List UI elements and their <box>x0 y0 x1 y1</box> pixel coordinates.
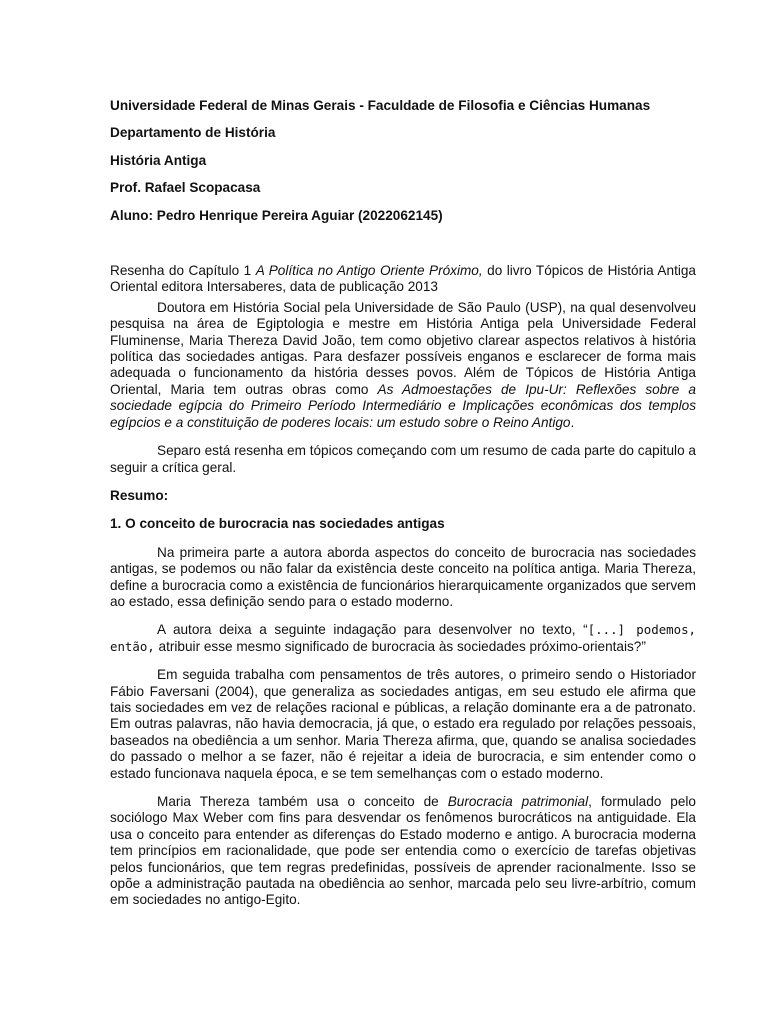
paragraph-author-text: Doutora em História Social pela Universidade de São Paulo (USP), na qual desenvolveu pesquisa na área de Egiptologia e mestre em História Antiga pela Universidade Federal Fluminense, Maria Thereza David João, tem como objetivo clarear aspectos relativos à história política das sociedades antigas. Para desfazer possíveis enganos e esclarecer de forma mais adequada o funcionamento da história desses povos. Além de Tópicos de História Antiga Oriental, Maria tem outras obras como <box>110 299 696 397</box>
question-quote: [...] podemos, então, <box>110 622 696 654</box>
paragraph-structure: Separo está resenha em tópicos começando com um resumo de cada parte do capitulo a seguir a crítica geral. <box>110 443 696 475</box>
paragraph-question <box>110 622 696 655</box>
paragraph-bureaucracy-concept: Na primeira parte a autora aborda aspectos do conceito de burocracia nas sociedades antigas, se podemos ou não falar da existência deste conceito na política antiga. Maria Thereza, define a burocracia como a existência de funcionários hierarquicamente organizados que servem ao estado, essa definição sendo para o estado moderno. <box>110 544 696 609</box>
question-pre: A autora deixa a seguinte indagação para desenvolver no texto, “ <box>157 622 588 638</box>
weber-concept: Burocracia patrimonial <box>447 794 589 809</box>
document-page <box>110 98 696 921</box>
paragraph-author-works: As Admoestações de Ipu-Ur: Reflexões sobre a sociedade egípcia do Primeiro Período Intermediário e Implicações econômicas dos templos egípcios e a constituição de poderes locais: um estudo sobre o Reino Antigo <box>110 381 696 430</box>
section-1-heading: 1. O conceito de burocracia nas sociedades antigas <box>110 516 445 532</box>
header-student: Aluno: Pedro Henrique Pereira Aguiar (2022062145) <box>110 207 443 223</box>
paragraph-faversani: Em seguida trabalha com pensamentos de três autores, o primeiro sendo o Historiador Fábio Faversani (2004), que generaliza as sociedades antigas, em seu estudo ele afirma que tais sociedades em vez de relações racional e públicas, a relação dominante era a de patronato. Em outras palavras, não havia democracia, já que, o estado era regulado por relações pessoais, baseados na obediência a um senhor. Maria Thereza afirma, que, quando se analisa sociedades do passado o melhor a se fazer, não é rejeitar a ideia de burocracia, e sim entender como o estado funcionava naquela época, e se tem semelhanças com o estado moderno. <box>110 667 696 781</box>
paragraph-author <box>110 300 696 431</box>
weber-pre: Maria Thereza também usa o conceito de <box>157 794 448 809</box>
header-department: Departamento de História <box>110 125 276 141</box>
resumo-heading: Resumo: <box>110 487 169 503</box>
intro-post: do livro Tópicos de História Antiga Oriental editora Intersaberes, data de publicação 2013 <box>110 263 696 295</box>
header-course: História Antiga <box>110 152 207 168</box>
question-post: atribuir esse mesmo significado de burocracia às sociedades próximo-orientais?” <box>154 638 646 654</box>
weber-post: , formulado pelo sociólogo Max Weber com fins para desvendar os fenômenos burocráticos na antiguidade. Ela usa o conceito para entender as diferenças do Estado moderno e antigo. A burocracia moderna tem princípios em racionalidade, que pode ser entendia como o exercício de tarefas objetivas pelos funcionários, que tem regras predefinidas, possíveis de aprender racionalmente. Isso se opõe a administração pautada na obediência ao senhor, marcada pelo seu livre-arbítrio, comum em sociedades no antigo-Egito. <box>110 794 696 908</box>
header-professor: Prof. Rafael Scopacasa <box>110 180 261 196</box>
header-university: Universidade Federal de Minas Gerais - Faculdade de Filosofia e Ciências Humanas <box>110 98 651 113</box>
intro-chapter-title: A Política no Antigo Oriente Próximo, <box>255 263 483 279</box>
intro-pre: Resenha do Capítulo 1 <box>110 263 256 279</box>
review-intro <box>110 263 696 296</box>
paragraph-weber <box>110 794 696 909</box>
paragraph-author-end: . <box>570 414 575 430</box>
